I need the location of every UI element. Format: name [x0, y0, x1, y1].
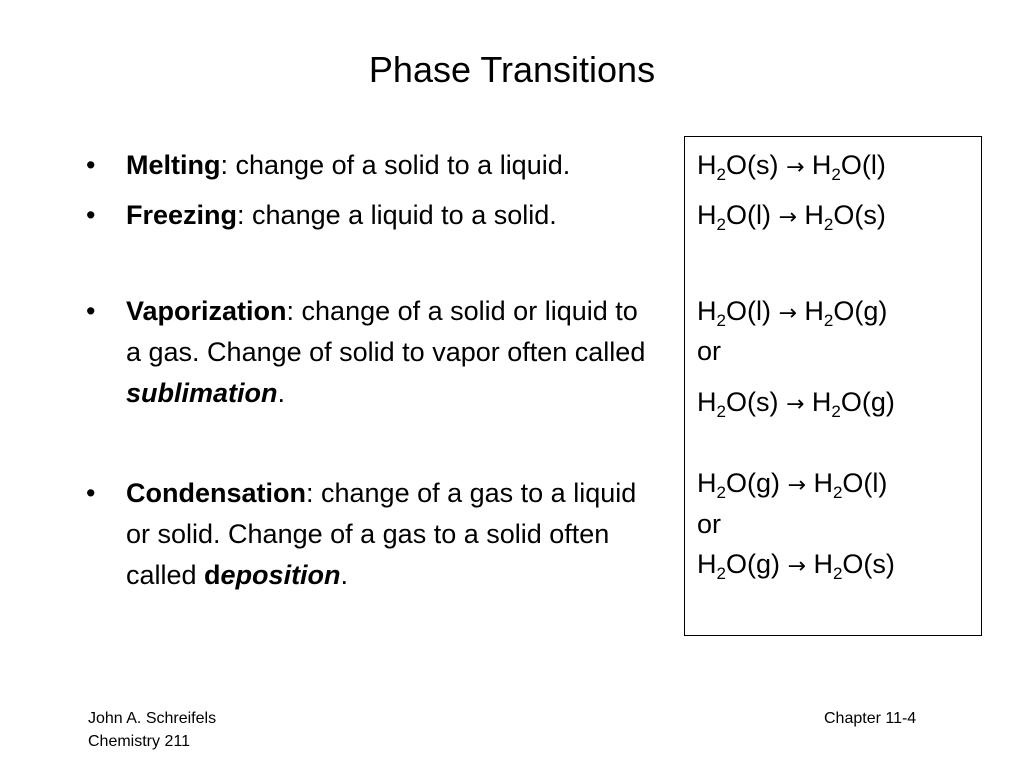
definition-vaporization: : change of a solid or liquid to a gas. Change of solid to vapor often called [126, 296, 646, 367]
equation-deposition: $H_2O(g) \to H_2O(s)$ [697, 549, 895, 583]
bullet-dot-icon: • [86, 200, 96, 230]
arrow-icon: → [787, 473, 806, 498]
equations-box [684, 136, 982, 636]
footer-left [88, 707, 216, 753]
footer-course: Chemistry 211 [88, 733, 190, 750]
arrow-icon: → [785, 392, 805, 417]
definition-freezing: : change a liquid to a solid. [237, 200, 557, 230]
emphasis-deposition: eposition [220, 560, 341, 590]
bullet-text [126, 145, 686, 186]
definition-condensation: : change of a gas to a liquid or solid. Change of a gas to a solid often called [126, 478, 637, 590]
arrow-icon: → [785, 155, 805, 180]
equation-sublimation: $H_2O(s) \to H_2O(g)$ [697, 387, 895, 421]
equation-or-2: or [697, 509, 722, 539]
equation-or-1: or [697, 336, 722, 366]
bullet-dot-icon: • [86, 150, 96, 180]
arrow-icon: → [787, 554, 806, 579]
bullet-text [126, 473, 646, 596]
term-vaporization: Vaporization [126, 296, 287, 326]
end-punctuation: . [340, 560, 349, 590]
bullet-text [126, 195, 686, 236]
equation-freezing: $H_2O(l) \to H_2O(s)$ [697, 200, 886, 234]
bullet-dot-icon: • [86, 478, 96, 508]
bullet-dot-icon: • [86, 296, 96, 326]
term-melting: Melting [126, 150, 221, 180]
definition-melting: : change of a solid to a liquid. [220, 150, 571, 180]
emphasis-sublimation: sublimation [126, 378, 278, 408]
footer-chapter: Chapter 11-4 [824, 710, 917, 727]
emphasis-deposition-initial: d [204, 560, 221, 590]
term-freezing: Freezing [126, 200, 238, 230]
arrow-icon: → [778, 205, 797, 230]
footer-author: John A. Schreifels [88, 710, 217, 727]
equation-condensation: $H_2O(g) \to H_2O(l)$ [697, 468, 888, 502]
arrow-icon: → [778, 301, 797, 326]
end-punctuation: . [277, 378, 286, 408]
equation-vaporization: $H_2O(l) \to H_2O(g)$ [697, 296, 888, 330]
equation-melting: $H_2O(s) \to H_2O(l)$ [697, 150, 886, 184]
slide-title: Phase Transitions [368, 49, 656, 90]
bullet-text [126, 291, 646, 414]
term-condensation: Condensation [126, 478, 306, 508]
